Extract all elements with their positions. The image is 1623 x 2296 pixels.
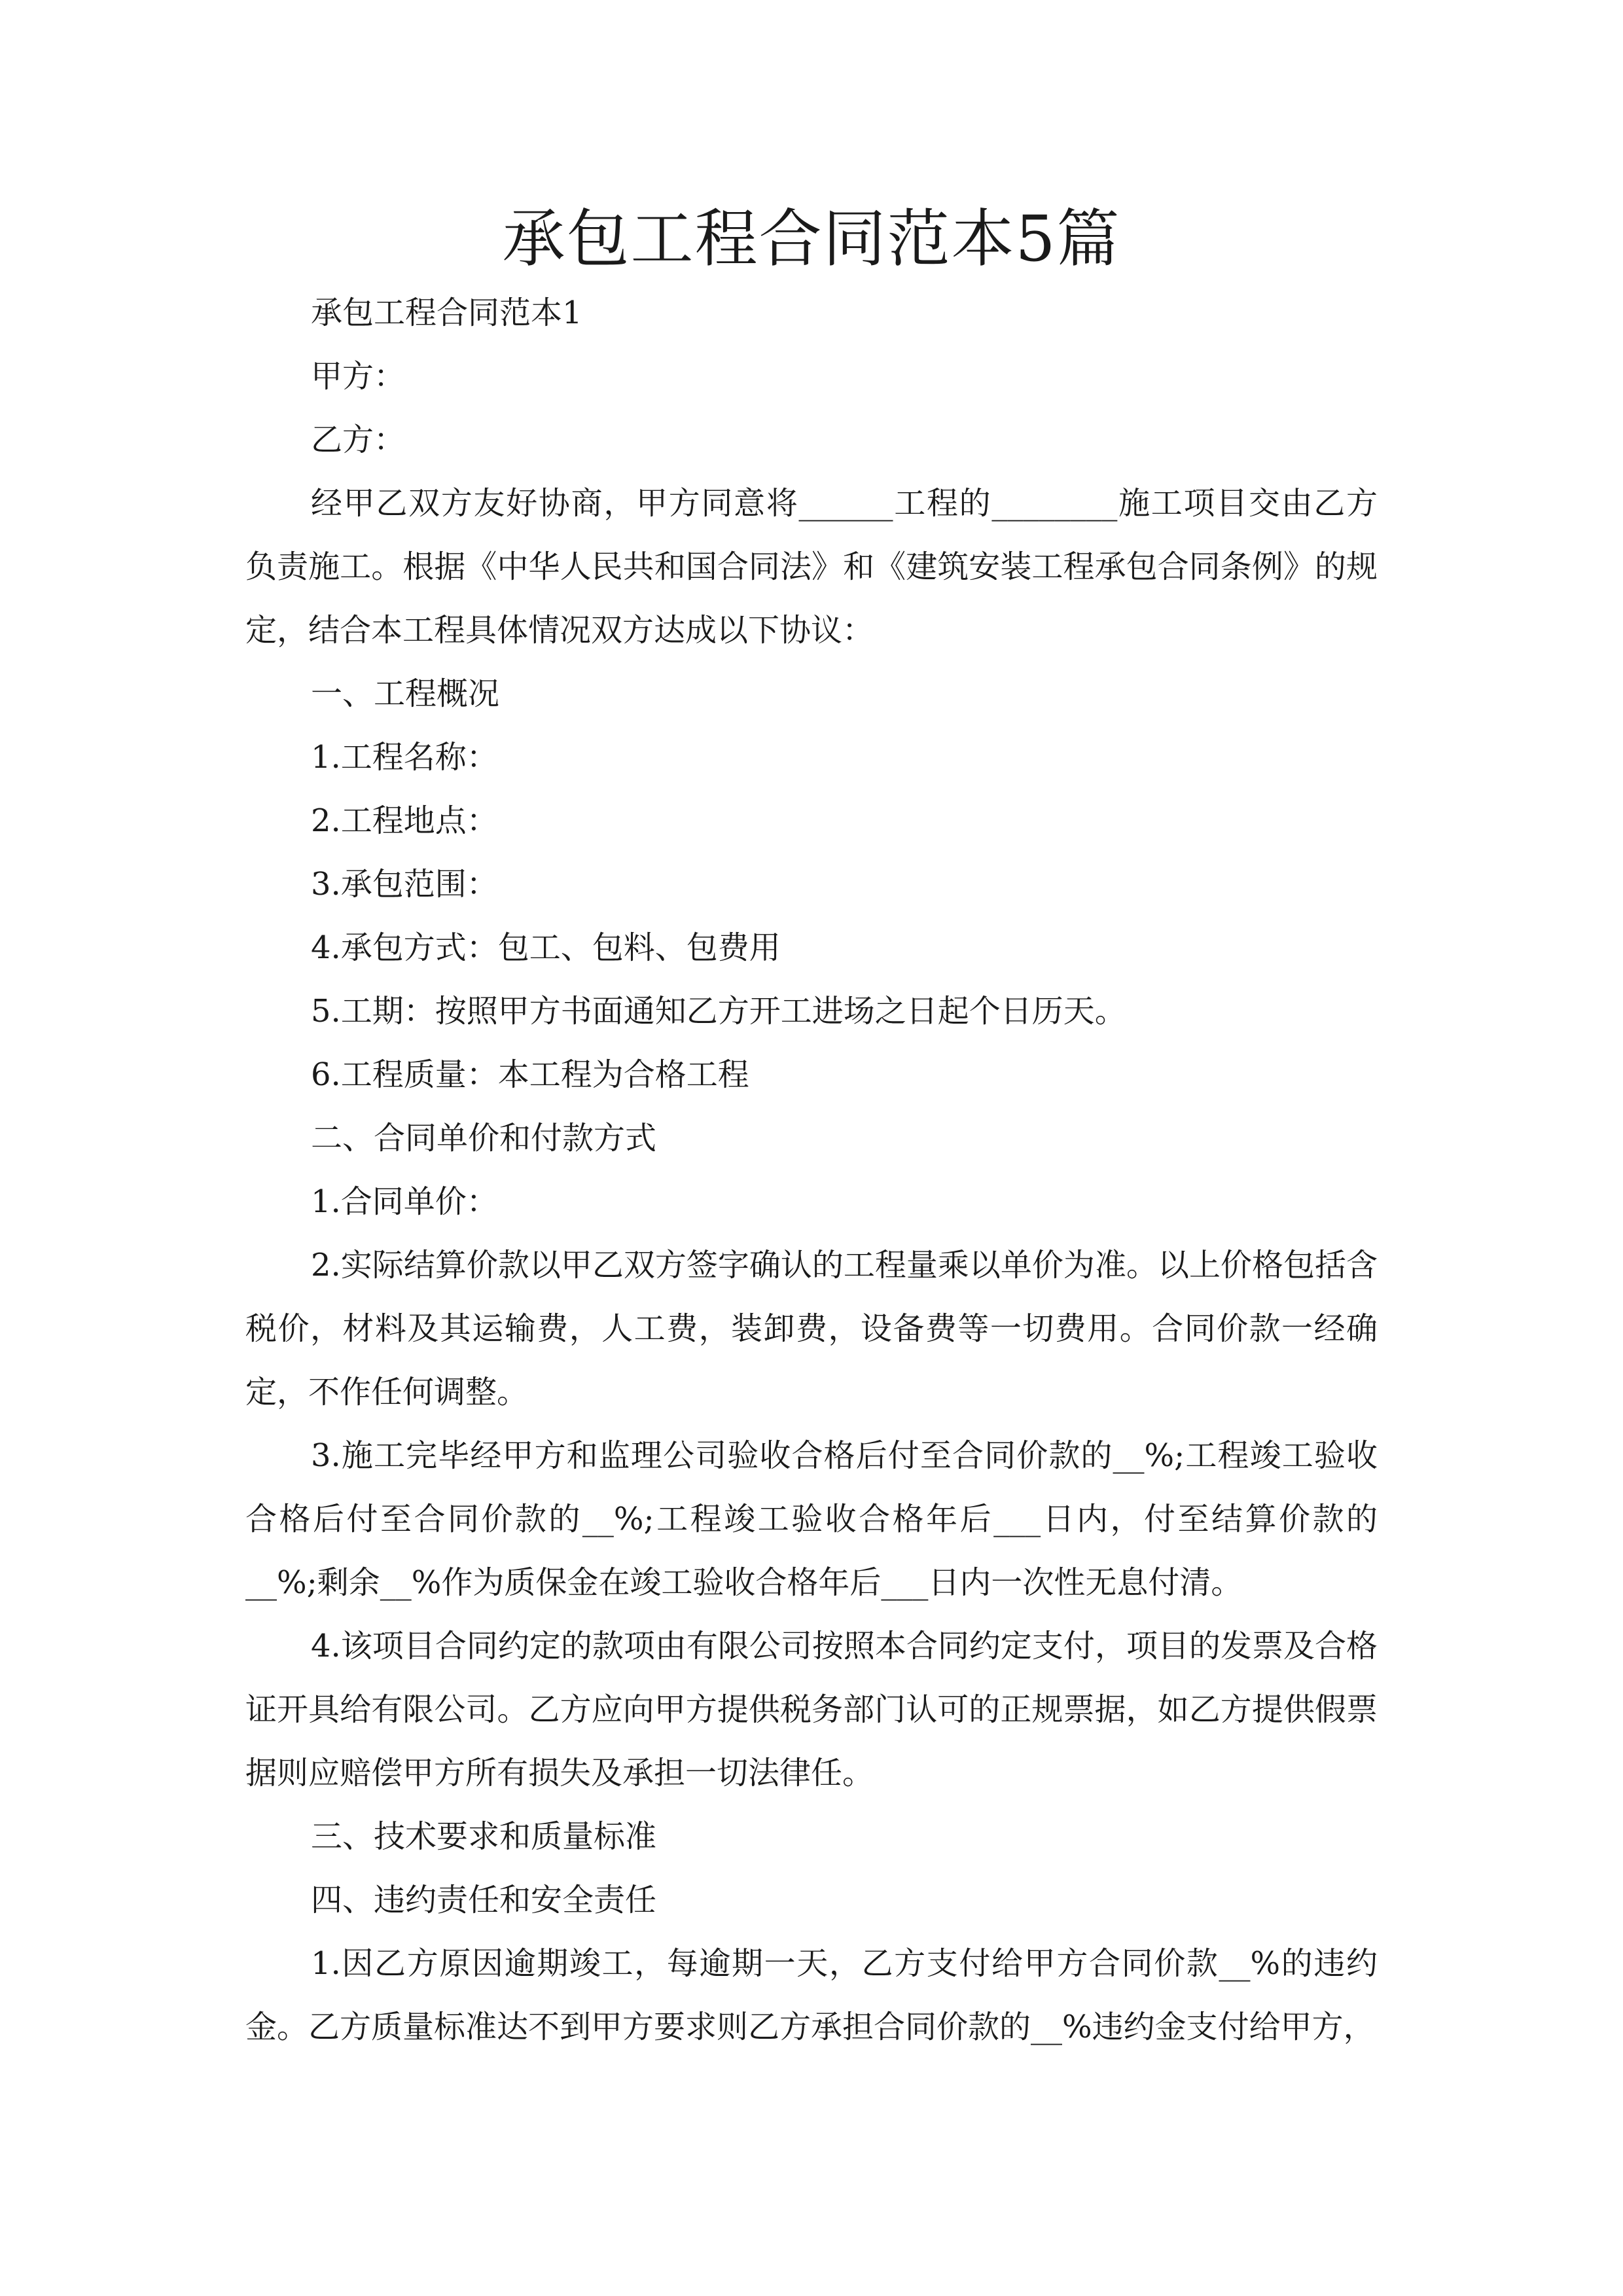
clause-item: 5.工期：按照甲方书面通知乙方开工进场之日起个日历天。 xyxy=(311,993,1126,1030)
clause-paragraph: 4.该项目合同约定的款项由有限公司按照本合同约定支付，项目的发票及合格证开具给有限公司。乙方应向甲方提供税务部门认可的正规票据，如乙方提供假票据则应赔偿甲方所有损失及承担一切法律任。 xyxy=(245,1628,1378,1791)
party-a-line: 甲方： xyxy=(311,358,406,395)
clause-item: 3.承包范围： xyxy=(311,866,498,903)
clause-item: 1.合同单价： xyxy=(311,1183,498,1220)
section-heading: 四、违约责任和安全责任 xyxy=(311,1882,657,1918)
clause-paragraph: 3.施工完毕经甲方和监理公司验收合格后付至合同价款的__%;工程竣工验收合格后付至合同价款的__%;工程竣工验收合格年后___日内，付至结算价款的__%;剩余__%作为质保金在竣工验收合格年后___日内一次性无息付清。 xyxy=(245,1437,1378,1601)
document-body xyxy=(245,281,1378,2059)
preamble-paragraph: 经甲乙双方友好协商，甲方同意将______工程的________施工项目交由乙方负责施工。根据《中华人民共和国合同法》和《建筑安装工程承包合同条例》的规定，结合本工程具体情况双方达成以下协议： xyxy=(245,485,1378,649)
clause-item: 6.工程质量：本工程为合格工程 xyxy=(311,1056,749,1093)
section-heading: 承包工程合同范本1 xyxy=(311,295,582,331)
document-title: 承包工程合同范本5篇 xyxy=(502,202,1121,276)
clause-item: 4.承包方式：包工、包料、包费用 xyxy=(311,929,781,966)
clause-item: 1.工程名称： xyxy=(311,739,498,776)
section-heading: 二、合同单价和付款方式 xyxy=(311,1120,657,1157)
section-heading: 一、工程概况 xyxy=(311,675,500,712)
clause-paragraph: 1.因乙方原因逾期竣工，每逾期一天，乙方支付给甲方合同价款__%的违约金。乙方质量标准达不到甲方要求则乙方承担合同价款的__%违约金支付给甲方， xyxy=(245,1945,1378,2045)
section-heading: 三、技术要求和质量标准 xyxy=(311,1818,657,1855)
clause-item: 2.工程地点： xyxy=(311,802,498,839)
clause-paragraph: 2.实际结算价款以甲乙双方签字确认的工程量乘以单价为准。以上价格包括含税价，材料及其运输费，人工费，装卸费，设备费等一切费用。合同价款一经确定，不作任何调整。 xyxy=(245,1247,1378,1410)
party-b-line: 乙方： xyxy=(311,422,406,458)
